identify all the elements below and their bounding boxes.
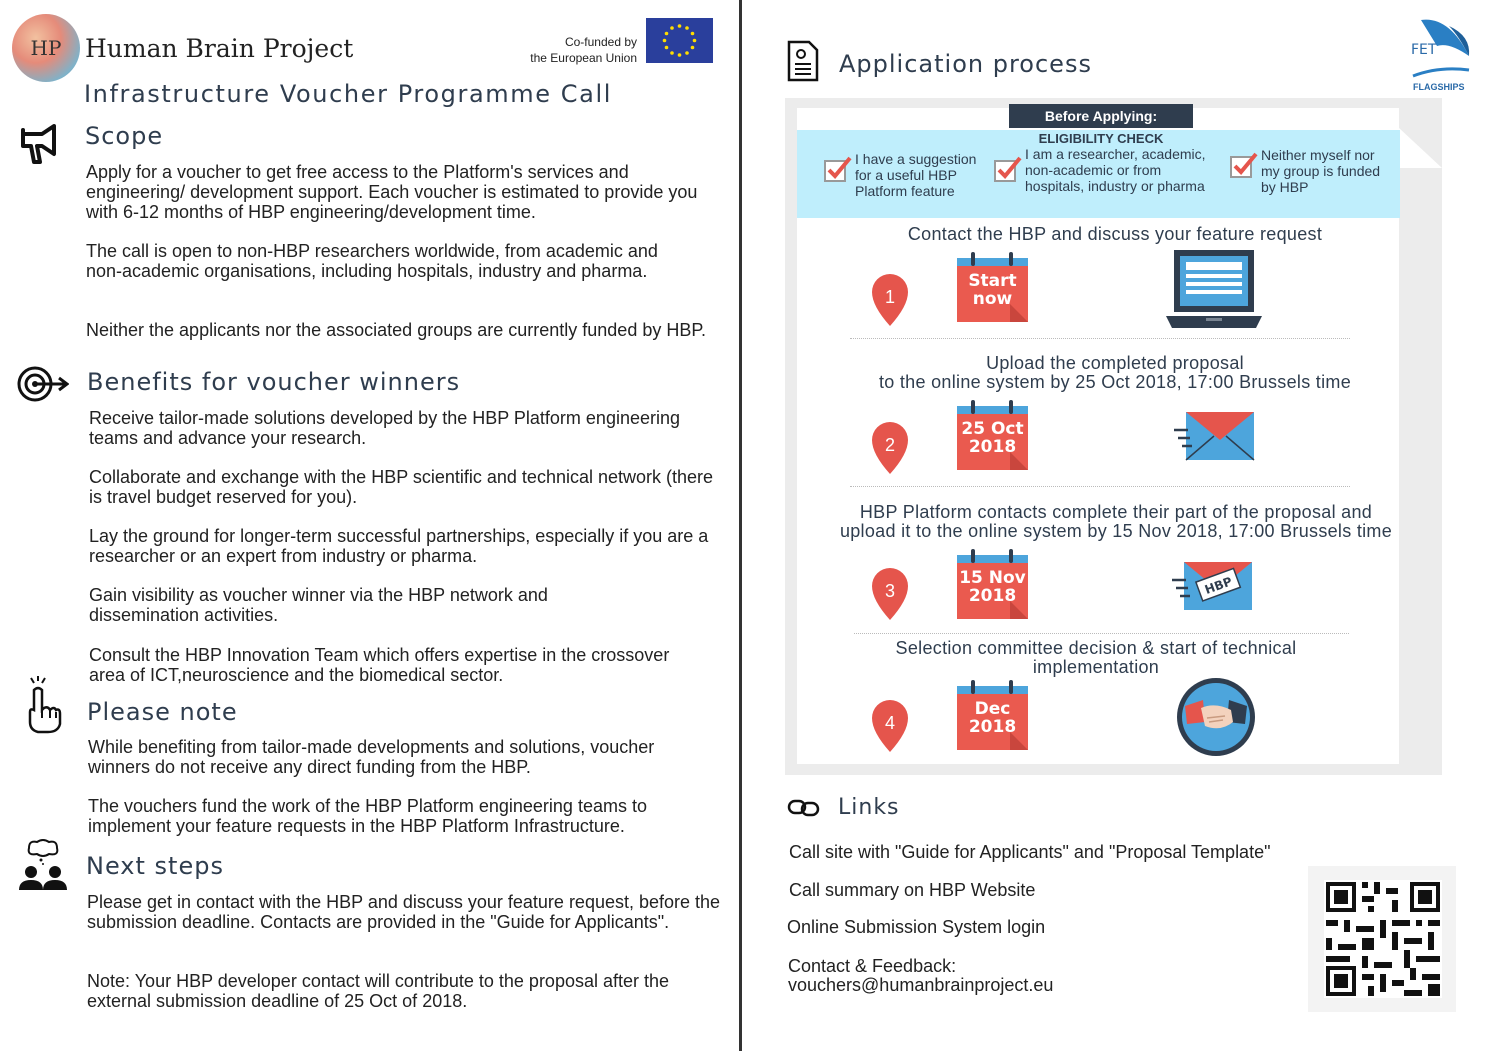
fet-text: FET [1411, 42, 1437, 58]
step-3-line-1: HBP Platform contacts complete their part of the proposal and [859, 502, 1373, 522]
next-step-item: Please get in contact with the HBP and discuss your feature request, before the submission deadline. Contacts are provided in the "Guide for Applicants". [87, 892, 721, 932]
document-icon [787, 40, 819, 87]
step-4-line-1: Selection committee decision & start of technical [895, 638, 1297, 658]
calendar-line-2: 2018 [968, 586, 1017, 606]
calendar-start-now [957, 252, 1028, 322]
step-1-text: Contact the HBP and discuss your feature request [907, 224, 1323, 244]
svg-text:4: 4 [884, 713, 896, 733]
contact-block [788, 957, 1053, 995]
eligibility-title: ELIGIBILITY CHECK [1038, 131, 1164, 146]
link-call-summary[interactable]: Call summary on HBP Website [789, 880, 1036, 900]
benefit-item: Lay the ground for longer-term successful partnerships, especially if you are a researcher or an expert from industry or pharma. [89, 526, 709, 566]
scope-paragraph: Neither the applicants nor the associated groups are currently funded by HBP. [86, 320, 707, 340]
step-3-text [810, 503, 1422, 541]
benefit-item: Receive tailor-made solutions developed by the HBP Platform engineering teams and advance your research. [89, 408, 681, 448]
calendar-line-2: 2018 [968, 717, 1017, 737]
fet-flagships-logo [1409, 16, 1473, 96]
svg-text:3: 3 [884, 581, 896, 601]
step-3-pin-icon [870, 566, 910, 622]
benefit-item: Consult the HBP Innovation Team which offers expertise in the crossover area of ICT,neuroscience and the biomedical sector. [89, 645, 670, 685]
step-1-pin-icon [870, 272, 910, 328]
megaphone-icon [20, 124, 58, 171]
checkbox-checked-icon [994, 160, 1016, 182]
scope-title: Scope [85, 122, 164, 150]
checkbox-checked-icon [1230, 156, 1252, 178]
pointing-hand-icon [24, 672, 64, 739]
svg-text:1: 1 [884, 287, 896, 307]
hbp-logo [12, 14, 80, 82]
note-title: Please note [87, 698, 238, 726]
contact-label: Contact & Feedback: [788, 956, 957, 976]
note-item: The vouchers fund the work of the HBP Platform engineering teams to implement your feature requests in the HBP Platform Infrastructure. [88, 796, 647, 836]
column-divider [739, 0, 742, 1051]
eu-flag-icon [646, 18, 713, 63]
note-item: While benefiting from tailor-made developments and solutions, voucher winners do not receive any direct funding from the HBP. [88, 737, 655, 777]
laptop-icon [1166, 250, 1262, 335]
flagships-text: FLAGSHIPS [1413, 82, 1465, 92]
qr-code [1308, 866, 1456, 1012]
step-3-line-2: upload it to the online system by 15 Nov 2018, 17:00 Brussels time [839, 521, 1393, 541]
before-applying-tab: Before Applying: [1009, 104, 1193, 128]
step-4-pin-icon [870, 698, 910, 754]
calendar-line-1: 15 Nov [959, 568, 1026, 588]
eligibility-item: I am a researcher, academic, non-academic or from hospitals, industry or pharma [1025, 146, 1206, 194]
eu-line-2: the European Union [530, 51, 637, 65]
brand-name: Human Brain Project [85, 34, 354, 63]
step-2-line-2: to the online system by 25 Oct 2018, 17:00 Brussels time [878, 372, 1352, 392]
calendar-line-2: now [972, 289, 1013, 309]
contact-email-link[interactable]: vouchers@humanbrainproject.eu [788, 975, 1054, 995]
envelope-sending-icon [1174, 410, 1256, 467]
calendar-line-2: 2018 [968, 437, 1017, 457]
next-step-item: Note: Your HBP developer contact will contribute to the proposal after the external submission deadline of 25 Oct of 2018. [87, 971, 670, 1011]
eu-line-1: Co-funded by [564, 35, 637, 49]
calendar-line-1: Start [968, 271, 1017, 291]
eligibility-item: I have a suggestion for a useful HBP Platform feature [855, 151, 977, 199]
logo-initials: HP [30, 36, 62, 60]
links-title: Links [838, 795, 900, 820]
eligibility-item: Neither myself nor my group is funded by HBP [1261, 147, 1381, 195]
benefit-item: Collaborate and exchange with the HBP scientific and technical network (there is travel budget reserved for you). [89, 467, 714, 507]
benefits-title: Benefits for voucher winners [87, 368, 461, 396]
eu-cofunded-text [500, 34, 637, 66]
svg-text:2: 2 [884, 435, 896, 455]
handshake-icon [1175, 676, 1257, 763]
chain-link-icon [787, 797, 821, 824]
calendar-line-1: 25 Oct [961, 419, 1024, 439]
calendar-dec-2018 [957, 680, 1028, 750]
svg-text:HBP: HBP [1202, 574, 1235, 597]
link-submission-login[interactable]: Online Submission System login [787, 917, 1046, 937]
step-separator [854, 633, 1349, 634]
step-4-line-2: implementation [1032, 657, 1160, 677]
step-2-line-1: Upload the completed proposal [986, 353, 1244, 373]
people-thinking-icon [17, 838, 69, 897]
process-title: Application process [839, 50, 1092, 78]
step-2-text [820, 354, 1410, 392]
step-separator [850, 338, 1350, 339]
scope-paragraph: The call is open to non-HBP researchers worldwide, from academic and non-academic organisations, including hospitals, industry and pharma. [86, 241, 658, 281]
step-4-text [840, 639, 1352, 677]
next-steps-title: Next steps [86, 852, 224, 880]
target-icon [17, 366, 69, 407]
envelope-hbp-icon [1172, 560, 1254, 617]
benefit-item: Gain visibility as voucher winner via the HBP network and dissemination activities. [89, 585, 548, 625]
scope-paragraph: Apply for a voucher to get free access to the Platform's services and engineering/ development support. Each voucher is estimated to provide you with 6-12 months of HBP engineering/development time. [86, 162, 698, 222]
link-call-site[interactable]: Call site with "Guide for Applicants" and "Proposal Template" [789, 842, 1271, 862]
calendar-25-oct-2018 [957, 400, 1028, 470]
calendar-line-1: Dec [974, 699, 1011, 719]
step-separator [850, 486, 1350, 487]
step-2-pin-icon [870, 420, 910, 476]
checkbox-checked-icon [824, 160, 846, 182]
calendar-15-nov-2018 [957, 549, 1028, 619]
call-title: Infrastructure Voucher Programme Call [84, 80, 613, 108]
